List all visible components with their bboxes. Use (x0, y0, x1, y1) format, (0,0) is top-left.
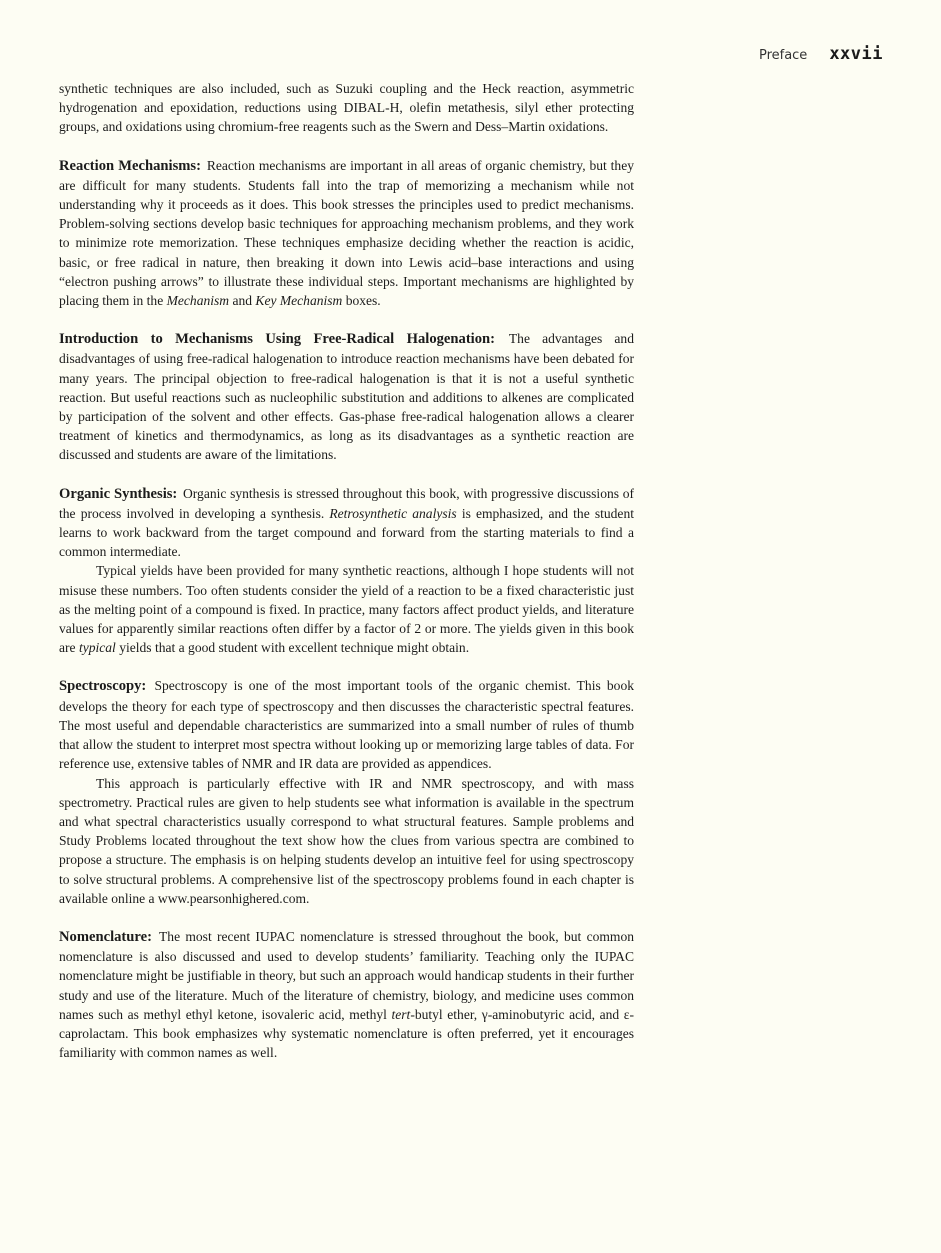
mechanisms-text-3: boxes. (345, 293, 381, 309)
synthesis-p2-em: typical (78, 640, 116, 656)
mechanisms-em-1: Mechanism (166, 293, 230, 309)
spectroscopy-text: Spectroscopy is one of the most important tools of the organic chemist. This book develops the theory for each type of spectroscopy and then discusses the characteristic spectral features. The most useful and dependable characteristics are summarized into a small number of rules of thumb that allow the student to interpret most spectra without looking up or memorizing large tables of data. For reference use, extensive tables of NMR and IR data are provided as appendices. (59, 678, 634, 772)
synthesis-p2-text-1: Typical yields have been provided for many synthetic reactions, although I hope students will not misuse these numbers. Too often students consider the yield of a reaction to be a fixed characteristic just as the melting point of a compound is fixed. In practice, many factors affect product yields, and literature values for apparently similar reactions often differ by a factor of 2 or more. The yields given in this book are (59, 563, 634, 656)
intro-paragraph (59, 79, 634, 137)
halogenation-text: The advantages and disadvantages of using free-radical halogenation to introduce reaction mechanisms have been debated for many years. The principal objection to free-radical halogenation is that it is not a useful synthetic reaction. But useful reactions such as nucleophilic substitution and additions to alkenes are complicated by participation of the solvent and other effects. Gas-phase free-radical halogenation allows a clearer treatment of kinetics and thermodynamics, as long as its disadvantages as a synthetic reaction are discussed and students are aware of the limitations. (59, 331, 634, 463)
nomenclature-text-1: The most recent IUPAC nomenclature is stressed throughout the book, but common nomenclature is also discussed and used to develop students’ familiarity. Teaching only the IUPAC nomenclature might be justifiable in theory, but such an approach would handicap students in their further study and use of the literature. Much of the literature of chemistry, biology, and medicine uses common names such as methyl ethyl ketone, isovaleric acid, methyl (59, 928, 634, 1022)
intro-text: synthetic techniques are also included, such as Suzuki coupling and the Heck reaction, asymmetric hydrogenation and epoxidation, reductions using DIBAL-H, olefin metathesis, silyl ether protecting groups, and oxidations using chromium-free reagents such as the Swern and Dess–Martin oxidations. (59, 81, 634, 135)
synthesis-heading: Organic Synthesis: (59, 485, 178, 502)
synthesis-em-1: Retrosynthetic analysis (329, 505, 457, 521)
spectroscopy-section (59, 676, 634, 773)
halogenation-heading: Introduction to Mechanisms Using Free-Radical Halogenation: (59, 331, 496, 348)
body-text-column (59, 79, 634, 1081)
synthesis-section (59, 484, 634, 562)
nomenclature-section (59, 927, 634, 1062)
nomenclature-text-2: -butyl ether, γ-aminobutyric acid, and ε-caprolactam. This book emphasizes why systematic nomenclature is often preferred, yet it encourages familiarity with common names as well. (59, 1006, 634, 1061)
synthesis-text-2: is emphasized, and the student learns to work backward from the target compound and forward from the starting materials to find a common intermediate. (59, 505, 634, 560)
mechanisms-text-2: and (232, 293, 253, 309)
spectroscopy-heading: Spectroscopy: (59, 678, 147, 695)
synthesis-p2-text-2: yields that a good student with excellent technique might obtain. (119, 640, 470, 656)
mechanisms-em-2: Key Mechanism (255, 293, 343, 309)
running-head (759, 44, 883, 64)
synthesis-yields-paragraph (59, 561, 634, 657)
mechanisms-section (59, 156, 634, 311)
halogenation-section (59, 329, 634, 464)
mechanisms-text-1: Reaction mechanisms are important in all areas of organic chemistry, but they are difficult for many students. Students fall into the trap of memorizing a mechanism while not understanding why it proceeds as it does. This book stresses the principles used to predict mechanisms. Problem-solving sections develop basic techniques for approaching mechanism problems, and they work to minimize rote memorization. These techniques emphasize deciding whether the reaction is acidic, basic, or free radical in nature, then breaking it down into Lewis acid–base interactions and using “electron pushing arrows” to illustrate these individual steps. Important mechanisms are highlighted by placing them in the (59, 157, 634, 309)
nomenclature-em-1: tert (391, 1006, 411, 1022)
nomenclature-heading: Nomenclature: (59, 928, 152, 945)
spectroscopy-approach-paragraph (59, 774, 634, 908)
running-head-section: Preface (758, 48, 808, 63)
synthesis-text-1: Organic synthesis is stressed throughout this book, with progressive discussions of the process involved in developing a synthesis. (59, 485, 634, 521)
page-number: xxvii (829, 44, 883, 64)
spectroscopy-p2-text: This approach is particularly effective with IR and NMR spectroscopy, and with mass spectrometry. Practical rules are given to help students see what information is available in the spectrum and what spectral characteristics usually correspond to what structural features. Sample problems and Study Problems located throughout the text show how the clues from various spectra are combined to propose a structure. The emphasis is on helping students develop an intuitive feel for using spectroscopy to solve structural problems. A comprehensive list of the spectroscopy problems found in each chapter is available online a www.pearsonhighered.com. (59, 775, 634, 906)
mechanisms-heading: Reaction Mechanisms: (59, 157, 201, 174)
